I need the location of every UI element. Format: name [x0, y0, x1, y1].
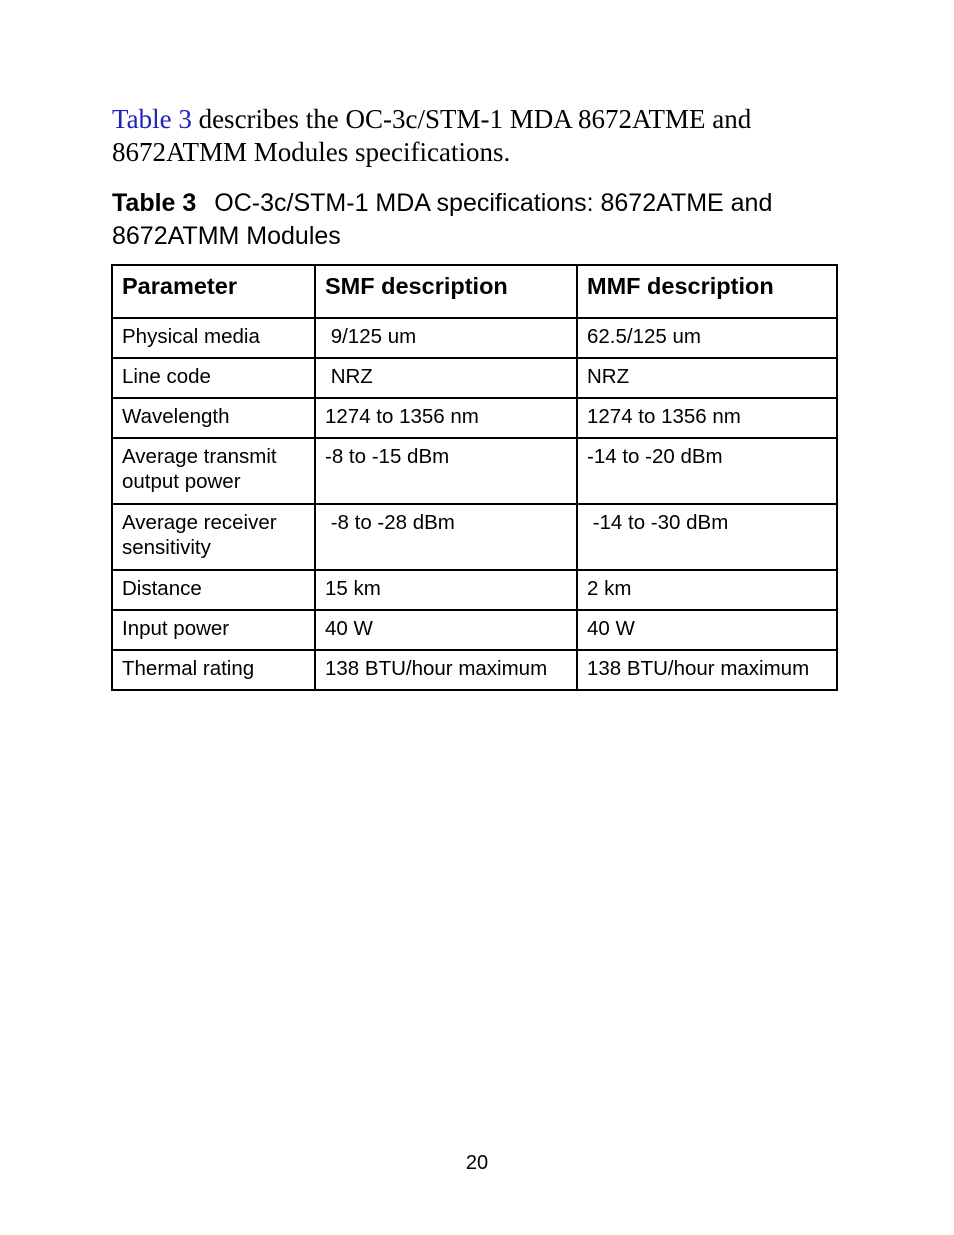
smf-cell: -8 to -15 dBm — [315, 438, 577, 504]
smf-cell: NRZ — [315, 358, 577, 398]
header-mmf-description: MMF description — [577, 265, 837, 318]
mmf-cell: -14 to -30 dBm — [577, 504, 837, 570]
table-row — [112, 358, 837, 398]
table-row — [112, 398, 837, 438]
smf-cell: 138 BTU/hour maximum — [315, 650, 577, 690]
mmf-cell: -14 to -20 dBm — [577, 438, 837, 504]
smf-cell: -8 to -28 dBm — [315, 504, 577, 570]
smf-cell: 1274 to 1356 nm — [315, 398, 577, 438]
mmf-cell: 2 km — [577, 570, 837, 610]
table-3-link[interactable]: Table 3 — [112, 104, 192, 134]
smf-cell: 15 km — [315, 570, 577, 610]
table-title: OC-3c/STM-1 MDA specifications: 8672ATME and 8672ATMM Modules — [112, 189, 773, 250]
table-row — [112, 610, 837, 650]
table-row — [112, 438, 837, 504]
parameter-cell: Average transmit output power — [112, 438, 315, 504]
table-number: Table 3 — [112, 189, 197, 217]
parameter-cell: Wavelength — [112, 398, 315, 438]
header-smf-description: SMF description — [315, 265, 577, 318]
intro-text: describes the OC-3c/STM-1 MDA 8672ATME and 8672ATMM Modules specifications. — [112, 104, 752, 167]
mmf-cell: 40 W — [577, 610, 837, 650]
mmf-cell: 138 BTU/hour maximum — [577, 650, 837, 690]
mmf-cell: NRZ — [577, 358, 837, 398]
mmf-cell: 1274 to 1356 nm — [577, 398, 837, 438]
parameter-cell: Distance — [112, 570, 315, 610]
table-row — [112, 318, 837, 358]
parameter-cell: Average receiver sensitivity — [112, 504, 315, 570]
smf-cell: 9/125 um — [315, 318, 577, 358]
smf-cell: 40 W — [315, 610, 577, 650]
parameter-cell: Input power — [112, 610, 315, 650]
table-row — [112, 504, 837, 570]
parameter-cell: Line code — [112, 358, 315, 398]
table-row — [112, 650, 837, 690]
table-row — [112, 570, 837, 610]
intro-paragraph — [112, 103, 832, 169]
header-parameter: Parameter — [112, 265, 315, 318]
table-caption — [112, 187, 836, 253]
page-number: 20 — [465, 1152, 489, 1174]
mmf-cell: 62.5/125 um — [577, 318, 837, 358]
parameter-cell: Thermal rating — [112, 650, 315, 690]
parameter-cell: Physical media — [112, 318, 315, 358]
specifications-table — [111, 264, 838, 691]
table-header-row — [112, 265, 837, 318]
